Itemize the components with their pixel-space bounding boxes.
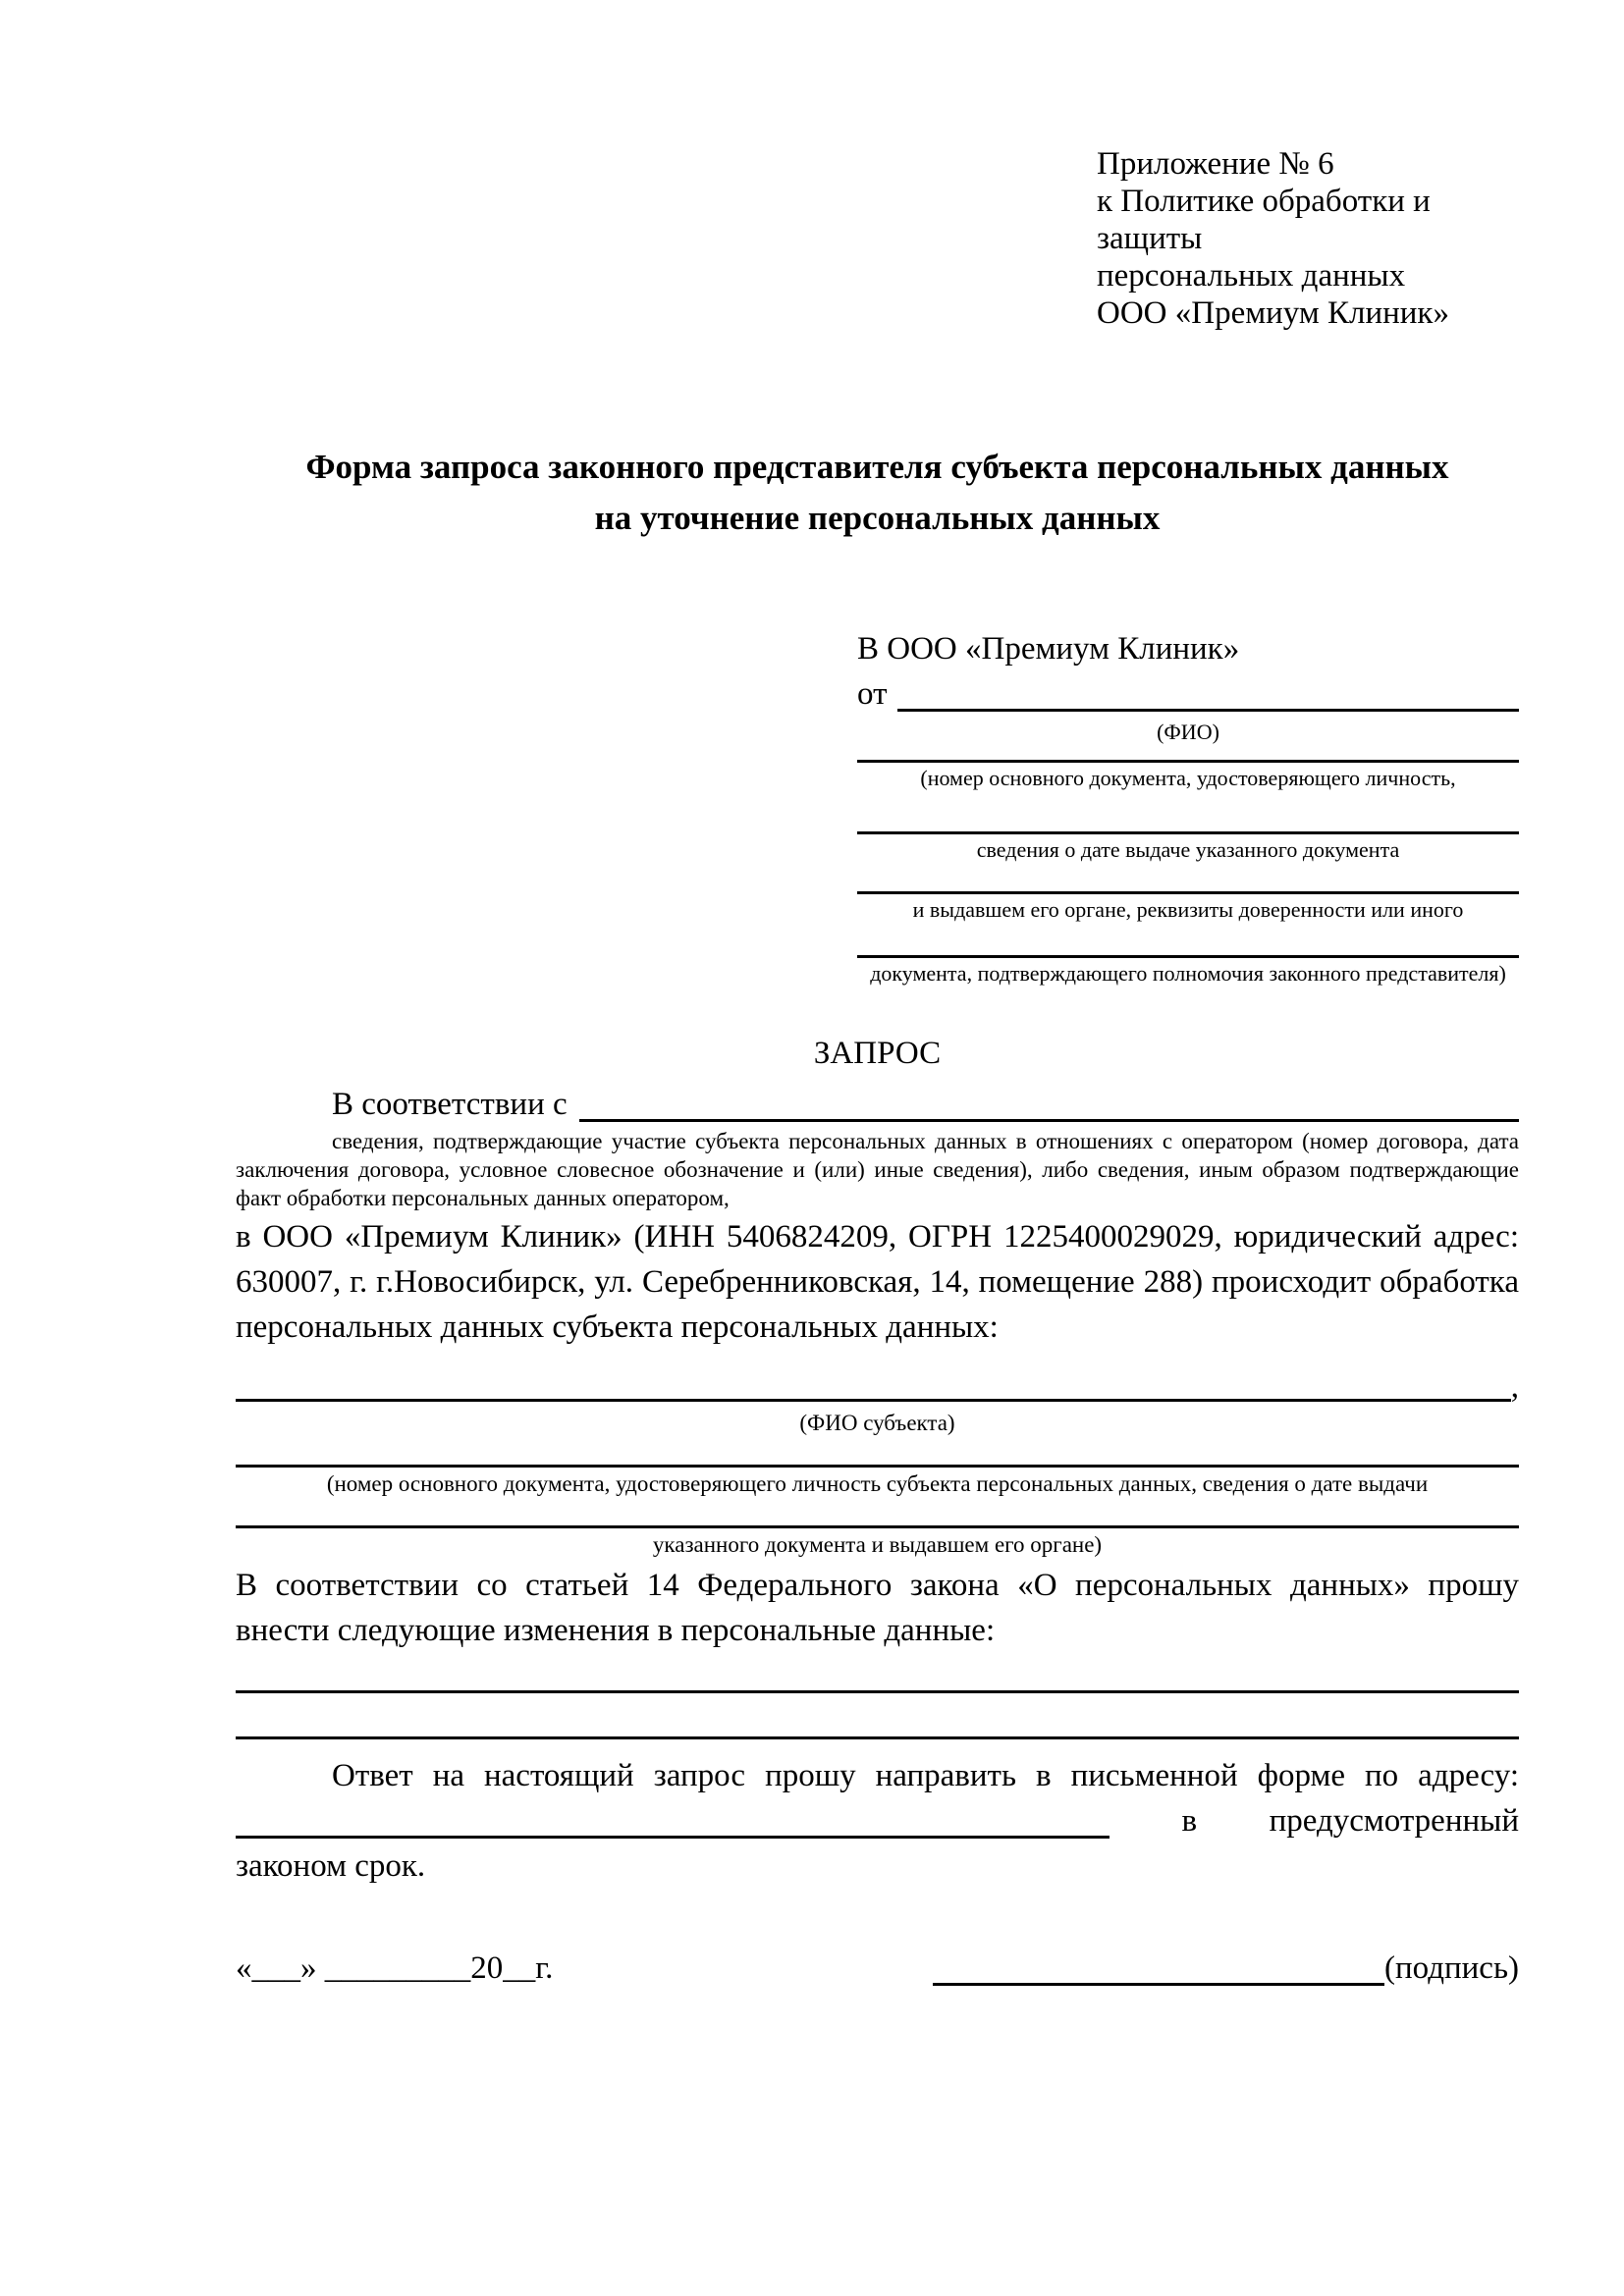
appendix-line-3: персональных данных xyxy=(1097,258,1406,294)
subject-fio-row xyxy=(236,1367,1519,1407)
representative-doc-field-line-3 xyxy=(857,891,1519,894)
subject-doc-field-line-1 xyxy=(236,1465,1519,1468)
title-line-2: на уточнение персональных данных xyxy=(594,499,1161,537)
signature-field-line xyxy=(933,1983,1384,1986)
from-row xyxy=(857,671,1519,717)
changes-field-line-1 xyxy=(236,1690,1519,1693)
response-word-1: в xyxy=(1181,1803,1198,1839)
representative-doc-caption-3: и выдавшем его органе, реквизиты доверенности или иного xyxy=(912,897,1464,922)
subject-doc-caption-1: (номер основного документа, удостоверяющего личность субъекта персональных данных, сведения о дате выдачи xyxy=(326,1471,1429,1496)
response-word-2: предусмотренный xyxy=(1269,1803,1519,1839)
trailing-comma: , xyxy=(1510,1369,1519,1405)
intro-row xyxy=(236,1082,1519,1127)
intro-note: сведения, подтверждающие участие субъекта персональных данных в отношениях с оператором (номер договора, дата заключения договора, условное словесное обозначение и (или) иные сведения), либо сведения, иным образом подтверждающие факт обработки персональных данных оператором, xyxy=(236,1129,1519,1210)
footer-row xyxy=(236,1946,1519,1991)
address-field-line xyxy=(236,1836,1110,1839)
subject-fio-field-line xyxy=(236,1399,1511,1402)
addressee-to: В ООО «Премиум Клиник» xyxy=(857,631,1240,667)
addressee-block xyxy=(857,626,1519,988)
representative-doc-field-line-4 xyxy=(857,955,1519,958)
document-title xyxy=(236,442,1519,544)
representative-doc-field-line-1 xyxy=(857,760,1519,763)
from-field-line xyxy=(897,709,1520,712)
subject-doc-caption-2: указанного документа и выдавшем его органе) xyxy=(652,1532,1103,1557)
title-line-1: Форма запроса законного представителя субъекта персональных данных xyxy=(305,448,1449,486)
appendix-line-2: к Политике обработки и защиты xyxy=(1097,184,1431,256)
fio-caption: (ФИО) xyxy=(1157,720,1219,744)
subject-doc-field-line-2 xyxy=(236,1525,1519,1528)
law-paragraph: В соответствии со статьей 14 Федерального закона «О персональных данных» прошу внести следующие изменения в персональные данные: xyxy=(236,1568,1519,1648)
signature-caption: (подпись) xyxy=(1384,1950,1519,1986)
response-paragraph-line-1: Ответ на настоящий запрос прошу направить в письменной форме по адресу: xyxy=(332,1758,1519,1793)
response-paragraph-line-2 xyxy=(236,1798,1519,1843)
representative-doc-caption-1: (номер основного документа, удостоверяющего личность, xyxy=(920,766,1456,790)
changes-field-line-2 xyxy=(236,1736,1519,1739)
signature-block xyxy=(933,1946,1519,1991)
date-line: «___» _________20__г. xyxy=(236,1950,554,1986)
from-label: от xyxy=(857,676,888,712)
operator-paragraph: в ООО «Премиум Клиник» (ИНН 5406824209, ОГРН 1225400029029, юридический адрес: 630007, г. г.Новосибирск, ул. Серебренниковская, 14, помещение 288) происходит обработка персональных данных субъекта персональных данных: xyxy=(236,1219,1519,1345)
subject-fio-caption: (ФИО субъекта) xyxy=(799,1411,955,1435)
appendix-line-4: ООО «Премиум Клиник» xyxy=(1097,295,1449,331)
representative-doc-field-line-2 xyxy=(857,831,1519,834)
request-heading: ЗАПРОС xyxy=(813,1036,942,1071)
intro-label: В соответствии с xyxy=(332,1087,568,1122)
appendix-line-1: Приложение № 6 xyxy=(1097,146,1334,182)
response-paragraph-line-3: законом срок. xyxy=(236,1848,426,1884)
intro-field-line xyxy=(579,1119,1519,1122)
representative-doc-caption-2: сведения о дате выдаче указанного документа xyxy=(976,837,1400,862)
representative-doc-caption-4: документа, подтверждающего полномочия законного представителя) xyxy=(870,961,1506,986)
appendix-block xyxy=(1097,145,1519,332)
